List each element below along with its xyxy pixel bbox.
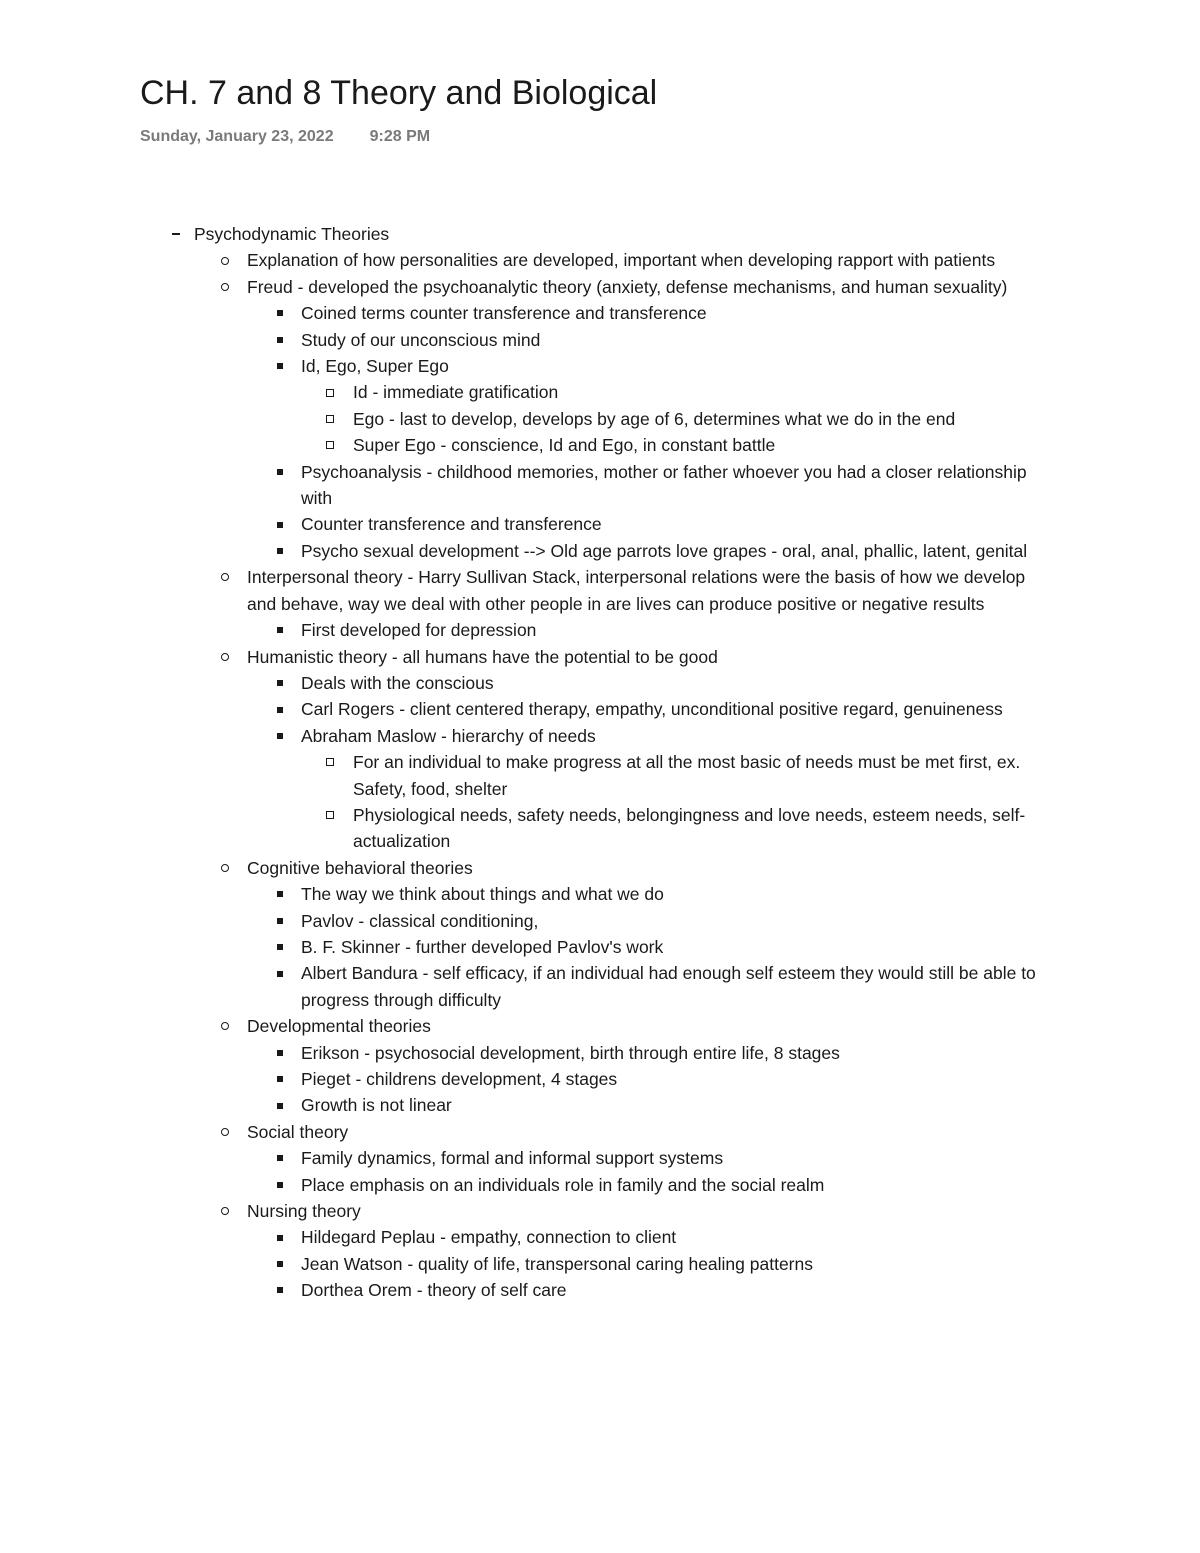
note-item xyxy=(0,274,1042,300)
note-text: Coined terms counter transference and transference xyxy=(301,303,707,324)
note-text: Super Ego - conscience, Id and Ego, in constant battle xyxy=(353,435,776,456)
note-item xyxy=(0,564,1042,617)
note-item xyxy=(0,327,1061,353)
square-bullet-icon xyxy=(273,511,287,537)
circle-bullet-icon xyxy=(218,1013,232,1039)
note-text: Interpersonal theory - Harry Sullivan Stack, interpersonal relations were the basis of how we develop and behave, way we deal with other people in are lives can produce positive or negative results xyxy=(247,567,1026,614)
note-text: Study of our unconscious mind xyxy=(301,329,541,350)
note-text: Psycho sexual development --> Old age parrots love grapes - oral, anal, phallic, latent, genital xyxy=(301,540,1028,561)
note-item xyxy=(0,1251,1061,1277)
note-item xyxy=(0,432,1063,458)
note-text: Physiological needs, safety needs, belongingness and love needs, esteem needs, self-actualization xyxy=(353,804,1026,852)
note-item xyxy=(0,749,1063,802)
square-bullet-icon xyxy=(273,1277,287,1303)
square-bullet-icon xyxy=(273,538,287,564)
square-bullet-icon xyxy=(273,300,287,326)
note-item xyxy=(0,459,1061,512)
note-item xyxy=(0,353,1061,379)
note-text: Family dynamics, formal and informal support systems xyxy=(301,1148,724,1169)
note-item xyxy=(0,908,1061,934)
square-bullet-icon xyxy=(273,1224,287,1250)
note-item xyxy=(0,644,1042,670)
hollow-square-bullet-icon xyxy=(323,379,337,405)
circle-bullet-icon xyxy=(218,564,232,590)
note-text: First developed for depression xyxy=(301,620,537,641)
note-text: Growth is not linear xyxy=(301,1095,452,1116)
note-text: Pavlov - classical conditioning, xyxy=(301,910,539,931)
note-text: Erikson - psychosocial development, birth through entire life, 8 stages xyxy=(301,1042,840,1063)
note-item xyxy=(0,1040,1061,1066)
hollow-square-bullet-icon xyxy=(323,802,337,828)
note-item xyxy=(0,934,1061,960)
square-bullet-icon xyxy=(273,670,287,696)
note-item xyxy=(0,617,1061,643)
note-item xyxy=(0,881,1061,907)
circle-bullet-icon xyxy=(218,1119,232,1145)
hollow-square-bullet-icon xyxy=(323,406,337,432)
square-bullet-icon xyxy=(273,1040,287,1066)
note-text: Place emphasis on an individuals role in family and the social realm xyxy=(301,1174,825,1195)
square-bullet-icon xyxy=(273,960,287,986)
square-bullet-icon xyxy=(273,696,287,722)
note-text: Carl Rogers - client centered therapy, empathy, unconditional positive regard, genuineness xyxy=(301,699,1003,720)
note-text: Abraham Maslow - hierarchy of needs xyxy=(301,725,596,746)
note-text: Humanistic theory - all humans have the potential to be good xyxy=(247,646,718,667)
note-text: Psychoanalysis - childhood memories, mother or father whoever you had a closer relationship with xyxy=(301,461,1027,509)
square-bullet-icon xyxy=(273,881,287,907)
note-text: Pieget - childrens development, 4 stages xyxy=(301,1069,618,1089)
note-item xyxy=(0,855,1042,881)
square-bullet-icon xyxy=(273,723,287,749)
note-item xyxy=(0,221,1034,247)
square-bullet-icon xyxy=(273,1172,287,1198)
note-text: Cognitive behavioral theories xyxy=(247,857,473,878)
square-bullet-icon xyxy=(273,1251,287,1277)
square-bullet-icon xyxy=(273,353,287,379)
note-item xyxy=(0,1066,1061,1092)
hollow-square-bullet-icon xyxy=(323,432,337,458)
hollow-square-bullet-icon xyxy=(323,749,337,775)
square-bullet-icon xyxy=(273,459,287,485)
note-item xyxy=(0,300,1061,326)
note-item xyxy=(0,379,1063,405)
note-text: B. F. Skinner - further developed Pavlov's work xyxy=(301,936,664,957)
note-time: 9:28 PM xyxy=(369,128,431,145)
note-text: Id, Ego, Super Ego xyxy=(301,356,449,377)
page-title: CH. 7 and 8 Theory and Biological xyxy=(140,74,658,112)
square-bullet-icon xyxy=(273,327,287,353)
circle-bullet-icon xyxy=(218,855,232,881)
note-text: Social theory xyxy=(247,1121,349,1142)
note-text: Ego - last to develop, develops by age of 6, determines what we do in the end xyxy=(353,408,956,429)
note-timestamp xyxy=(140,128,430,146)
square-bullet-icon xyxy=(273,934,287,960)
note-text: Explanation of how personalities are developed, important when developing rapport with patients xyxy=(247,250,996,271)
note-date: Sunday, January 23, 2022 xyxy=(140,128,334,145)
note-text: Albert Bandura - self efficacy, if an individual had enough self esteem they would still be able to progress through difficulty xyxy=(301,963,1036,1010)
note-text: Hildegard Peplau - empathy, connection to client xyxy=(301,1227,677,1248)
note-text: Counter transference and transference xyxy=(301,514,602,535)
note-item xyxy=(0,406,1063,432)
note-item xyxy=(0,1013,1042,1039)
square-bullet-icon xyxy=(273,1066,287,1092)
note-item xyxy=(0,1119,1042,1145)
note-text: Jean Watson - quality of life, transpersonal caring healing patterns xyxy=(301,1253,813,1274)
note-item xyxy=(0,696,1061,722)
note-text: Developmental theories xyxy=(247,1016,431,1037)
note-text: Nursing theory xyxy=(247,1201,361,1222)
note-item xyxy=(0,1145,1061,1171)
note-item xyxy=(0,511,1061,537)
circle-bullet-icon xyxy=(218,247,232,273)
square-bullet-icon xyxy=(273,908,287,934)
note-item xyxy=(0,1198,1042,1224)
square-bullet-icon xyxy=(273,1092,287,1118)
note-text: Freud - developed the psychoanalytic theory (anxiety, defense mechanisms, and human sexuality) xyxy=(247,276,1008,297)
note-text: Id - immediate gratification xyxy=(353,382,559,403)
circle-bullet-icon xyxy=(218,1198,232,1224)
note-item xyxy=(0,1092,1061,1118)
note-item xyxy=(0,1277,1061,1303)
circle-bullet-icon xyxy=(218,274,232,300)
circle-bullet-icon xyxy=(218,644,232,670)
square-bullet-icon xyxy=(273,1145,287,1171)
note-item xyxy=(0,1172,1061,1198)
note-item xyxy=(0,1224,1061,1250)
dash-icon xyxy=(170,221,182,247)
note-item xyxy=(0,670,1061,696)
note-item xyxy=(0,723,1061,749)
square-bullet-icon xyxy=(273,617,287,643)
note-item xyxy=(0,802,1063,855)
note-text: The way we think about things and what we do xyxy=(301,884,664,905)
note-item xyxy=(0,247,1042,273)
note-text: Deals with the conscious xyxy=(301,672,494,693)
note-outline xyxy=(0,221,1200,1304)
note-text: Dorthea Orem - theory of self care xyxy=(301,1280,567,1301)
note-text: Psychodynamic Theories xyxy=(194,224,390,244)
note-item xyxy=(0,538,1061,564)
note-text: For an individual to make progress at all the most basic of needs must be met first, ex. Safety, food, shelter xyxy=(353,752,1021,799)
note-item xyxy=(0,960,1061,1013)
